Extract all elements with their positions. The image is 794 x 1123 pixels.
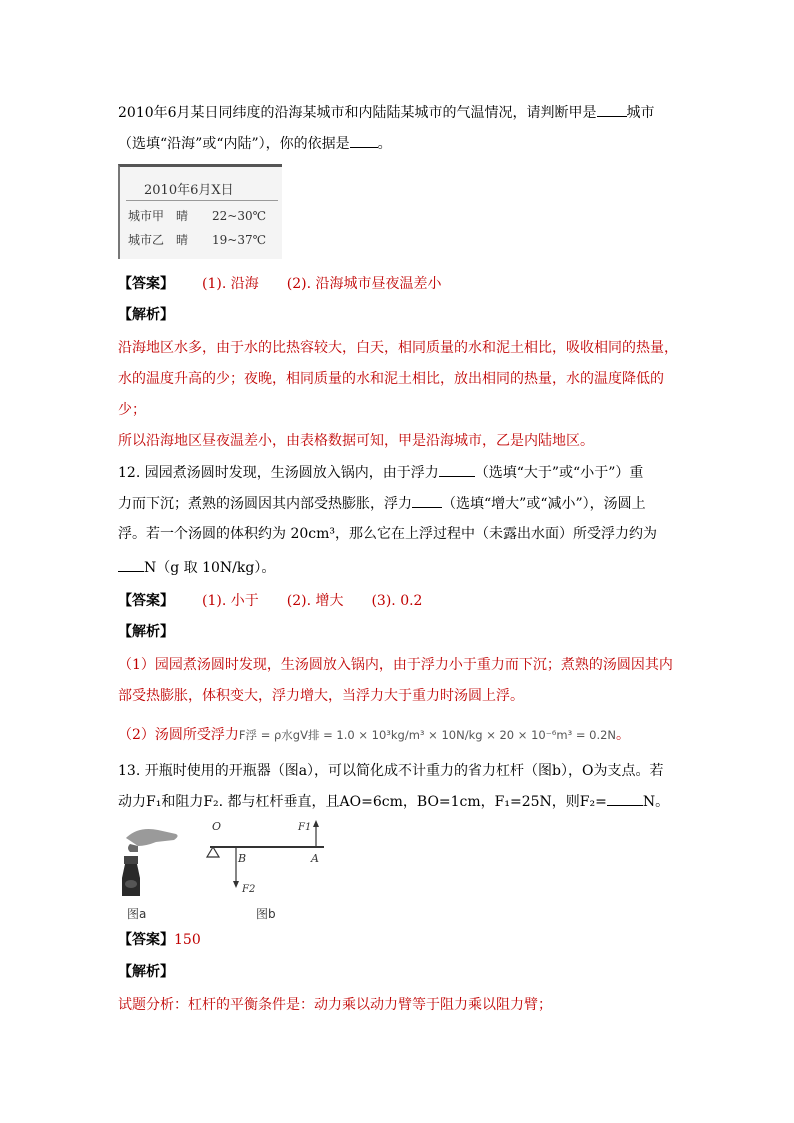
q12-stem-line2 xyxy=(118,493,646,514)
q11-analysis-line: 所以沿海地区昼夜温差小，由表格数据可知，甲是沿海城市，乙是内陆地区。 xyxy=(118,433,594,449)
q12-stem-text: （选填“增大”或“减小”），汤圆上 xyxy=(442,496,646,512)
q12-stem-line3: 浮。若一个汤圆的体积约为 20cm³，那么它在上浮过程中（未露出水面）所受浮力约为 xyxy=(118,526,657,542)
q12-analysis-line xyxy=(118,725,630,745)
weather-table-divider xyxy=(126,200,278,201)
q11-analysis-line: 水的温度升高的少；夜晚，相同质量的水和泥土相比，放出相同的热量，水的温度降低的 xyxy=(118,371,664,387)
q11-stem-line1 xyxy=(118,102,655,123)
q13-answer xyxy=(118,930,201,950)
q13-analysis-line: 试题分析：杠杆的平衡条件是：动力乘以动力臂等于阻力乘以阻力臂； xyxy=(118,997,552,1013)
q11-stem-text: 2010年6月某日同纬度的沿海某城市和内陆陆某城市的气温情况，请判断甲是 xyxy=(118,105,597,121)
weather-table-image xyxy=(118,164,282,259)
answer-item: (2). 增大 xyxy=(286,593,344,609)
lever-label-b: B xyxy=(238,852,247,865)
answer-label: 【答案】 xyxy=(118,593,174,609)
city-name: 城市乙 xyxy=(128,233,165,247)
q11-stem-line2 xyxy=(118,133,392,154)
analysis-text: 。 xyxy=(616,727,631,743)
q11-stem-text: 城市 xyxy=(626,105,655,121)
q12-analysis-line: 部受热膨胀，体积变大，浮力增大，当浮力大于重力时汤圆上浮。 xyxy=(118,688,524,704)
city-name: 城市甲 xyxy=(128,209,165,223)
analysis-text: （2）汤圆所受浮力 xyxy=(118,727,239,743)
q12-stem-text: 力而下沉；煮熟的汤圆因其内部受热膨胀，浮力 xyxy=(118,496,412,512)
answer-item: (1). 小于 xyxy=(202,593,259,609)
figure-b-caption: 图b xyxy=(256,907,276,921)
answer-blank xyxy=(118,557,144,572)
answer-blank xyxy=(439,462,475,477)
answer-label: 【答案】 xyxy=(118,932,174,948)
temperature-range: 22~30℃ xyxy=(212,209,267,223)
q11-stem-text: 。 xyxy=(377,136,392,152)
answer-blank xyxy=(607,791,643,806)
buoyancy-formula: F浮 = ρ水gV排 = 1.0 × 10³kg/m³ × 10N/kg × 20 × 10⁻⁶m³ = 0.2N xyxy=(238,728,617,742)
q11-analysis-line: 少； xyxy=(118,402,146,418)
lever-label-a: A xyxy=(311,852,319,865)
answer-blank xyxy=(597,102,627,117)
q12-answer xyxy=(118,591,422,611)
weather-table-row xyxy=(128,207,266,224)
answer-blank xyxy=(412,493,442,508)
answer-item: (2). 沿海城市昼夜温差小 xyxy=(286,276,442,292)
q12-analysis-line: （1）园园煮汤圆时发现，生汤圆放入锅内，由于浮力小于重力而下沉；煮熟的汤圆因其内 xyxy=(118,657,673,673)
q11-analysis-line: 沿海地区水多，由于水的比热容较大，白天，相同质量的水和泥土相比，吸收相同的热量， xyxy=(118,340,678,356)
q11-stem-text: （选填“沿海”或“内陆”），你的依据是 xyxy=(118,136,350,152)
q12-stem-text: 12. 园园煮汤圆时发现，生汤圆放入锅内，由于浮力 xyxy=(118,465,439,481)
q12-analysis-label: 【解析】 xyxy=(118,624,174,640)
lever-label-o: O xyxy=(212,820,222,833)
q12-stem-text: （选填“大于”或“小于”）重 xyxy=(474,465,644,481)
figure-a-caption: 图a xyxy=(127,907,147,921)
answer-label: 【答案】 xyxy=(118,276,174,292)
q13-analysis-label: 【解析】 xyxy=(118,964,174,980)
answer-item: (1). 沿海 xyxy=(202,276,259,292)
lever-diagram xyxy=(204,814,334,896)
q13-stem-line1: 13. 开瓶时使用的开瓶器（图a），可以简化成不计重力的省力杠杆（图b），O为支点。若 xyxy=(118,763,664,779)
weather-table-row xyxy=(128,231,266,248)
answer-blank xyxy=(350,133,378,148)
q12-stem-line4 xyxy=(118,557,275,578)
lever-label-f2: F2 xyxy=(242,884,256,895)
answer-item: (3). 0.2 xyxy=(371,593,423,609)
weather-value: 晴 xyxy=(176,233,189,247)
temperature-range: 19~37℃ xyxy=(212,233,267,247)
q13-stem-line2 xyxy=(118,791,669,812)
q11-answer xyxy=(118,274,441,294)
q13-stem-text: 动力F₁和阻力F₂. 都与杠杆垂直，且AO=6cm，BO=1cm，F₁=25N，则F₂= xyxy=(118,794,607,810)
q12-stem-text: N（g 取 10N/kg）。 xyxy=(144,560,276,576)
weather-value: 晴 xyxy=(176,209,189,223)
q11-analysis-label: 【解析】 xyxy=(118,307,174,323)
weather-table-header: 2010年6月X日 xyxy=(144,183,234,198)
lever-label-f1: F1 xyxy=(298,822,312,833)
q12-stem-line1 xyxy=(118,462,643,483)
answer-item: 150 xyxy=(174,932,201,948)
q13-stem-text: N。 xyxy=(642,794,670,810)
bottle-opener-figure xyxy=(116,822,182,898)
